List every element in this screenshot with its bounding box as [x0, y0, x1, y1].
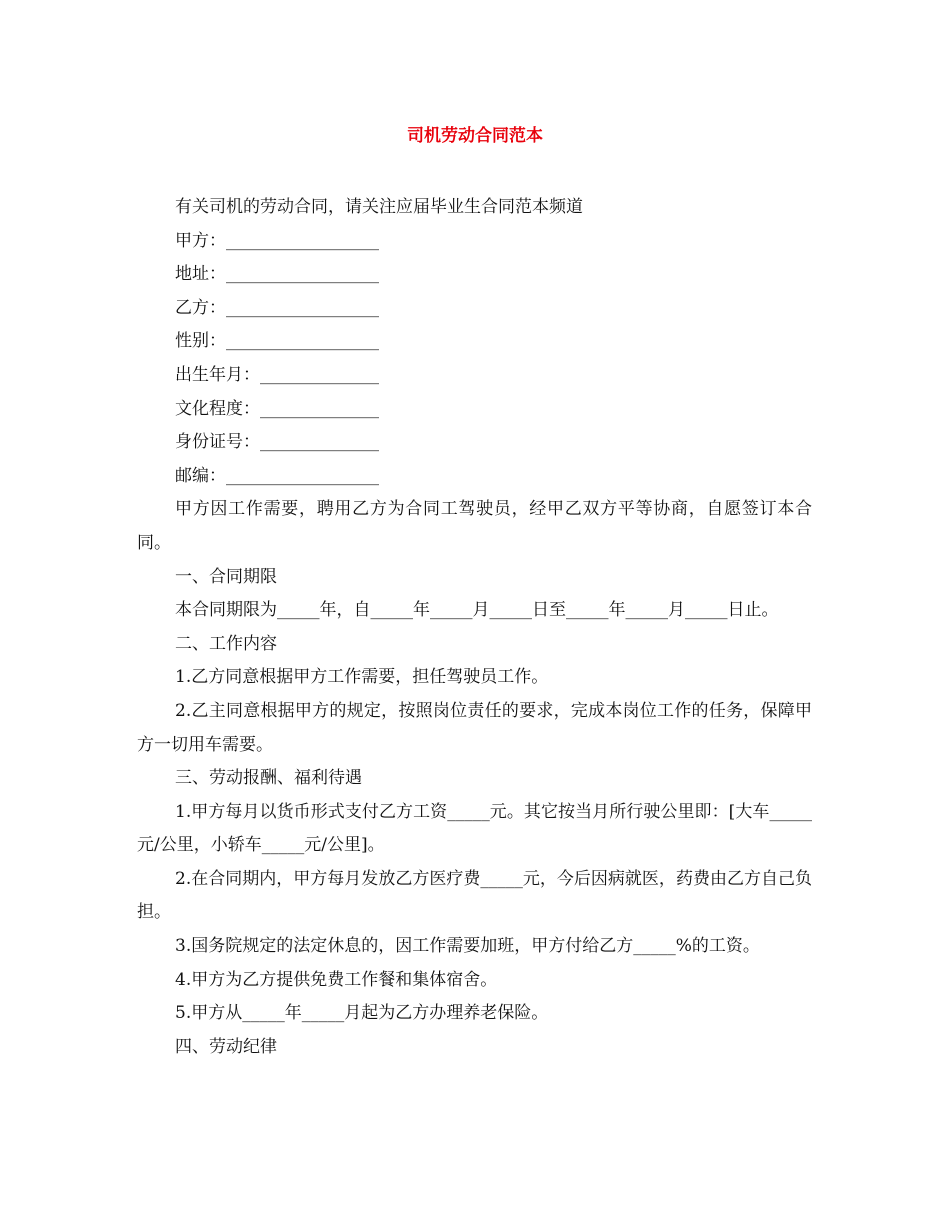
document-title: 司机劳动合同范本	[407, 126, 543, 146]
field-party-b: 乙方：__________________	[175, 297, 379, 318]
section-paragraph: 1.甲方每月以货币形式支付乙方工资_____元。其它按当月所行驶公里即：[大车_____元/公里，小轿车_____元/公里]。	[137, 801, 812, 856]
field-birth-date: 出生年月：______________	[175, 364, 379, 385]
section-paragraph: 1.乙方同意根据甲方工作需要，担任驾驶员工作。	[175, 667, 549, 688]
section-paragraph: 5.甲方从_____年_____月起为乙方办理养老保险。	[175, 1003, 549, 1024]
document-body	[137, 191, 812, 1064]
section-paragraph: 2.在合同期内，甲方每月发放乙方医疗费_____元，今后因病就医，药费由乙方自己负担。	[137, 868, 812, 923]
section-paragraph: 本合同期限为_____年，自_____年_____月_____日至_____年_____月_____日止。	[175, 600, 779, 621]
field-postcode: 邮编：__________________	[175, 465, 379, 486]
section-heading: 一、合同期限	[175, 566, 277, 587]
field-id-number: 身份证号：______________	[175, 432, 379, 453]
section-heading: 三、劳动报酬、福利待遇	[175, 768, 362, 789]
preamble-paragraph: 甲方因工作需要，聘用乙方为合同工驾驶员，经甲乙双方平等协商，自愿签订本合同。	[137, 499, 812, 553]
intro-text: 有关司机的劳动合同，请关注应届毕业生合同范本频道	[175, 197, 583, 217]
field-address: 地址：__________________	[175, 264, 379, 285]
field-party-a: 甲方：__________________	[175, 230, 379, 251]
section-paragraph: 4.甲方为乙方提供免费工作餐和集体宿舍。	[175, 969, 498, 990]
section-paragraph: 2.乙主同意根据甲方的规定，按照岗位责任的要求，完成本岗位工作的任务，保障甲方一切用车需要。	[137, 700, 812, 755]
section-heading: 四、劳动纪律	[175, 1036, 277, 1057]
field-education: 文化程度：______________	[175, 398, 379, 419]
section-paragraph: 3.国务院规定的法定休息的，因工作需要加班，甲方付给乙方_____%的工资。	[175, 936, 760, 957]
field-gender: 性别：__________________	[175, 331, 379, 352]
section-heading: 二、工作内容	[175, 633, 277, 654]
